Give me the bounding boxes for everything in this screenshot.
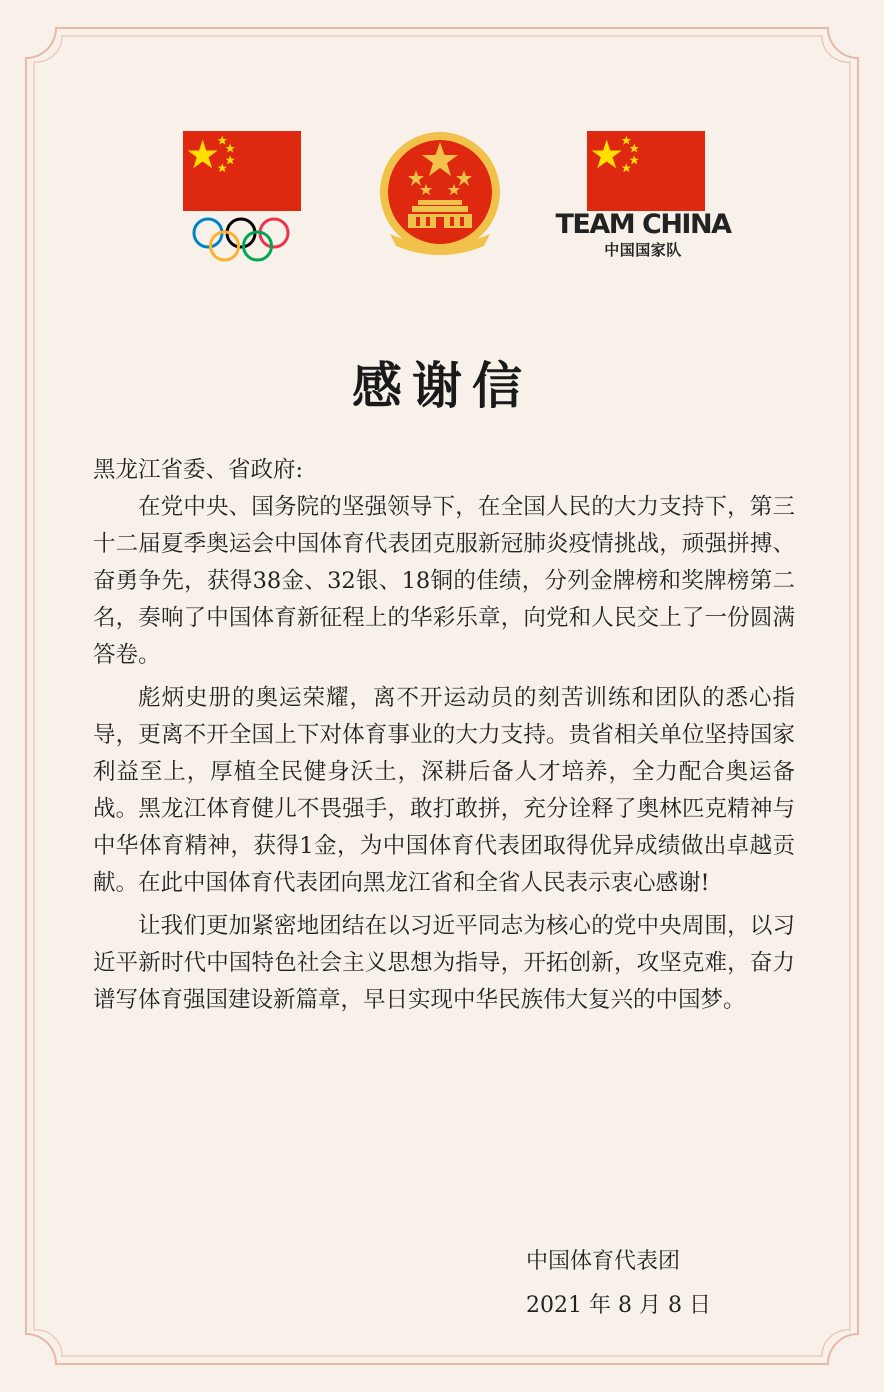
flag-stars: [183, 131, 301, 211]
flag-stars: [587, 131, 705, 211]
chinese-flag-icon: [587, 131, 705, 211]
letter-body: [93, 452, 795, 1019]
signature-block: [526, 1240, 776, 1328]
team-china-name-zh: 中国国家队: [604, 241, 682, 259]
paragraph-3: 让我们更加紧密地团结在以习近平同志为核心的党中央周围，以习近平新时代中国特色社会主义思想为指导，开拓创新，攻坚克难，奋力谱写体育强国建设新篇章，早日实现中华民族伟大复兴的中国梦。: [93, 913, 795, 1013]
team-china-logo: [555, 210, 731, 260]
chinese-flag-icon: [183, 131, 301, 211]
olympic-rings-icon: [190, 215, 292, 263]
team-china-name-en: TEAM CHINA: [555, 209, 731, 240]
paragraph-1: 在党中央、国务院的坚强领导下，在全国人民的大力支持下，第三十二届夏季奥运会中国体育代表团克服新冠肺炎疫情挑战，顽强拼搏、奋勇争先，获得38金、32银、18铜的佳绩，分列金牌榜和奖牌榜第二名，奏响了中国体育新征程上的华彩乐章，向党和人民交上了一份圆满答卷。: [93, 494, 795, 668]
letter-title: 感谢信: [352, 356, 532, 415]
national-emblem-icon: [372, 126, 508, 264]
signature-organization: 中国体育代表团: [526, 1249, 681, 1274]
paragraph-2: 彪炳史册的奥运荣耀，离不开运动员的刻苦训练和团队的悉心指导，更离不开全国上下对体育事业的大力支持。贵省相关单位坚持国家利益至上，厚植全民健身沃土，深耕后备人才培养，全力配合奥运备战。黑龙江体育健儿不畏强手，敢打敢拼，充分诠释了奥林匹克精神与中华体育精神，获得1金，为中国体育代表团取得优异成绩做出卓越贡献。在此中国体育代表团向黑龙江省和全省人民表示衷心感谢!: [93, 685, 795, 896]
salutation: 黑龙江省委、省政府:: [93, 457, 304, 483]
signature-date: 2021 年 8 月 8 日: [526, 1293, 711, 1318]
